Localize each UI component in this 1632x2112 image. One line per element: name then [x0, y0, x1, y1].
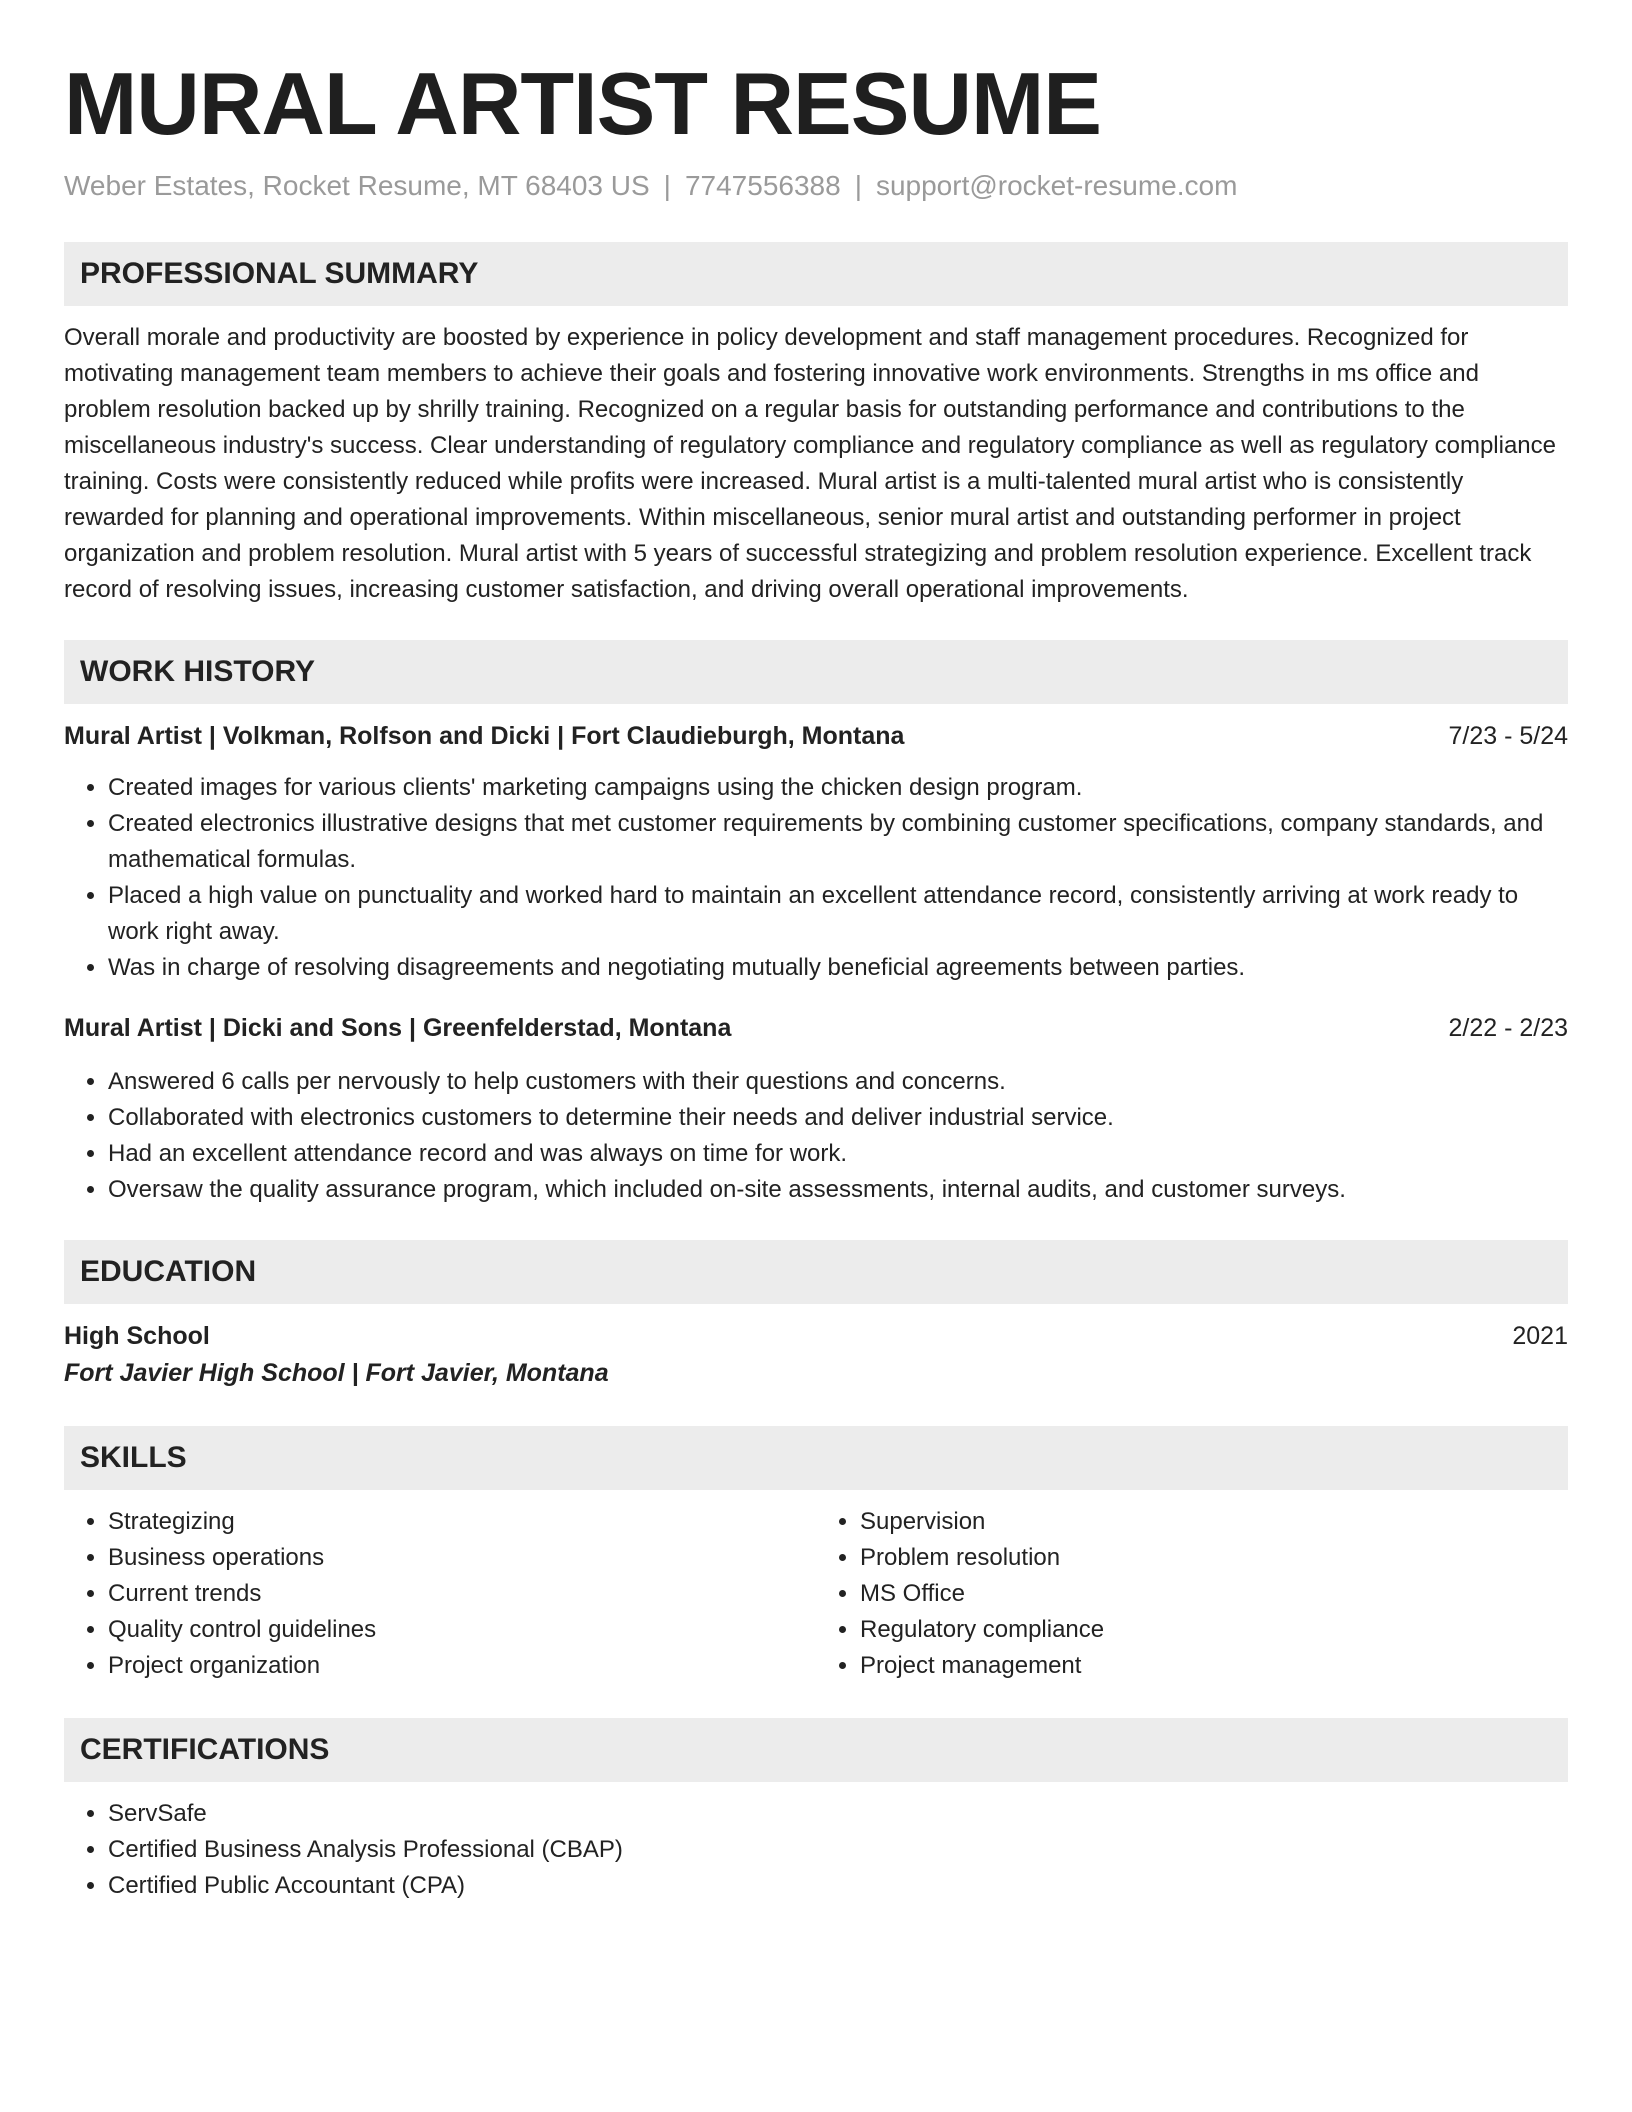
job-bullet: • Collaborated with electronics customers to determine their needs and deliver industrial service. — [108, 1100, 1568, 1136]
skill-item: • Project management — [860, 1648, 1568, 1684]
certification-item: • Certified Public Accountant (CPA) — [108, 1868, 1568, 1904]
certifications-list — [64, 1796, 1568, 1904]
job-header-row — [64, 718, 1568, 754]
skill-item: • Business operations — [108, 1540, 816, 1576]
skills-list-left — [64, 1504, 816, 1684]
contact-phone: 7747556388 — [684, 170, 841, 201]
work-history-heading: WORK HISTORY — [64, 640, 1568, 704]
skill-item: • Regulatory compliance — [860, 1612, 1568, 1648]
education-degree: High School — [64, 1322, 210, 1350]
job-dates: 2/22 - 2/23 — [1448, 1014, 1568, 1042]
summary-heading: PROFESSIONAL SUMMARY — [64, 242, 1568, 306]
education-school: Fort Javier High School | Fort Javier, Montana — [64, 1359, 609, 1387]
contact-email: support@rocket-resume.com — [875, 170, 1238, 201]
job-entry — [64, 1010, 1568, 1208]
job-bullets — [64, 1064, 1568, 1208]
job-bullet: • Created electronics illustrative designs that met customer requirements by combining customer specifications, company standards, and mathematical formulas. — [108, 806, 1568, 878]
job-title: Mural Artist | Dicki and Sons | Greenfelderstad, Montana — [64, 1014, 732, 1042]
job-dates: 7/23 - 5/24 — [1448, 722, 1568, 750]
certification-item: • Certified Business Analysis Professional (CBAP) — [108, 1832, 1568, 1868]
job-bullet: • Answered 6 calls per nervously to help customers with their questions and concerns. — [108, 1064, 1568, 1100]
education-heading: EDUCATION — [64, 1240, 1568, 1304]
job-entry — [64, 718, 1568, 986]
contact-separator: | — [663, 170, 671, 201]
education-header-row — [64, 1318, 1568, 1354]
certification-item: • ServSafe — [108, 1796, 1568, 1832]
skill-item: • Project organization — [108, 1648, 816, 1684]
job-bullet: • Created images for various clients' marketing campaigns using the chicken design program. — [108, 770, 1568, 806]
skills-list-right — [816, 1504, 1568, 1684]
job-header-row — [64, 1010, 1568, 1046]
skill-item: • MS Office — [860, 1576, 1568, 1612]
contact-separator: | — [854, 170, 862, 201]
skill-item: • Problem resolution — [860, 1540, 1568, 1576]
job-bullet: • Was in charge of resolving disagreements and negotiating mutually beneficial agreements between parties. — [108, 950, 1568, 986]
education-entry — [64, 1318, 1568, 1392]
skills-grid — [64, 1504, 1568, 1684]
job-bullet: • Oversaw the quality assurance program, which included on-site assessments, internal audits, and customer surveys. — [108, 1172, 1568, 1208]
skill-item: • Supervision — [860, 1504, 1568, 1540]
skill-item: • Quality control guidelines — [108, 1612, 816, 1648]
skill-item: • Current trends — [108, 1576, 816, 1612]
contact-line — [64, 168, 1568, 204]
job-title: Mural Artist | Volkman, Rolfson and Dicki | Fort Claudieburgh, Montana — [64, 722, 905, 750]
job-bullet: • Placed a high value on punctuality and worked hard to maintain an excellent attendance record, consistently arriving at work ready to work right away. — [108, 878, 1568, 950]
job-bullets — [64, 770, 1568, 986]
skills-heading: SKILLS — [64, 1426, 1568, 1490]
summary-text: Overall morale and productivity are boosted by experience in policy development and staff management procedures. Recognized for motivating management team members to achieve their goals and fostering innovative work environments. Strengths in ms office and problem resolution backed up by shrilly training. Recognized on a regular basis for outstanding performance and contributions to the miscellaneous industry's success. Clear understanding of regulatory compliance and regulatory compliance as well as regulatory compliance training. Costs were consistently reduced while profits were increased. Mural artist is a multi-talented mural artist who is consistently rewarded for planning and operational improvements. Within miscellaneous, senior mural artist and outstanding performer in project organization and problem resolution. Mural artist with 5 years of successful strategizing and problem resolution experience. Excellent track record of resolving issues, increasing customer satisfaction, and driving overall operational improvements. — [64, 324, 1556, 603]
education-year: 2021 — [1512, 1322, 1568, 1350]
job-bullet: • Had an excellent attendance record and was always on time for work. — [108, 1136, 1568, 1172]
certifications-heading: CERTIFICATIONS — [64, 1718, 1568, 1782]
skill-item: • Strategizing — [108, 1504, 816, 1540]
contact-address: Weber Estates, Rocket Resume, MT 68403 US — [64, 170, 650, 201]
resume-title: MURAL ARTIST RESUME — [64, 54, 1101, 153]
